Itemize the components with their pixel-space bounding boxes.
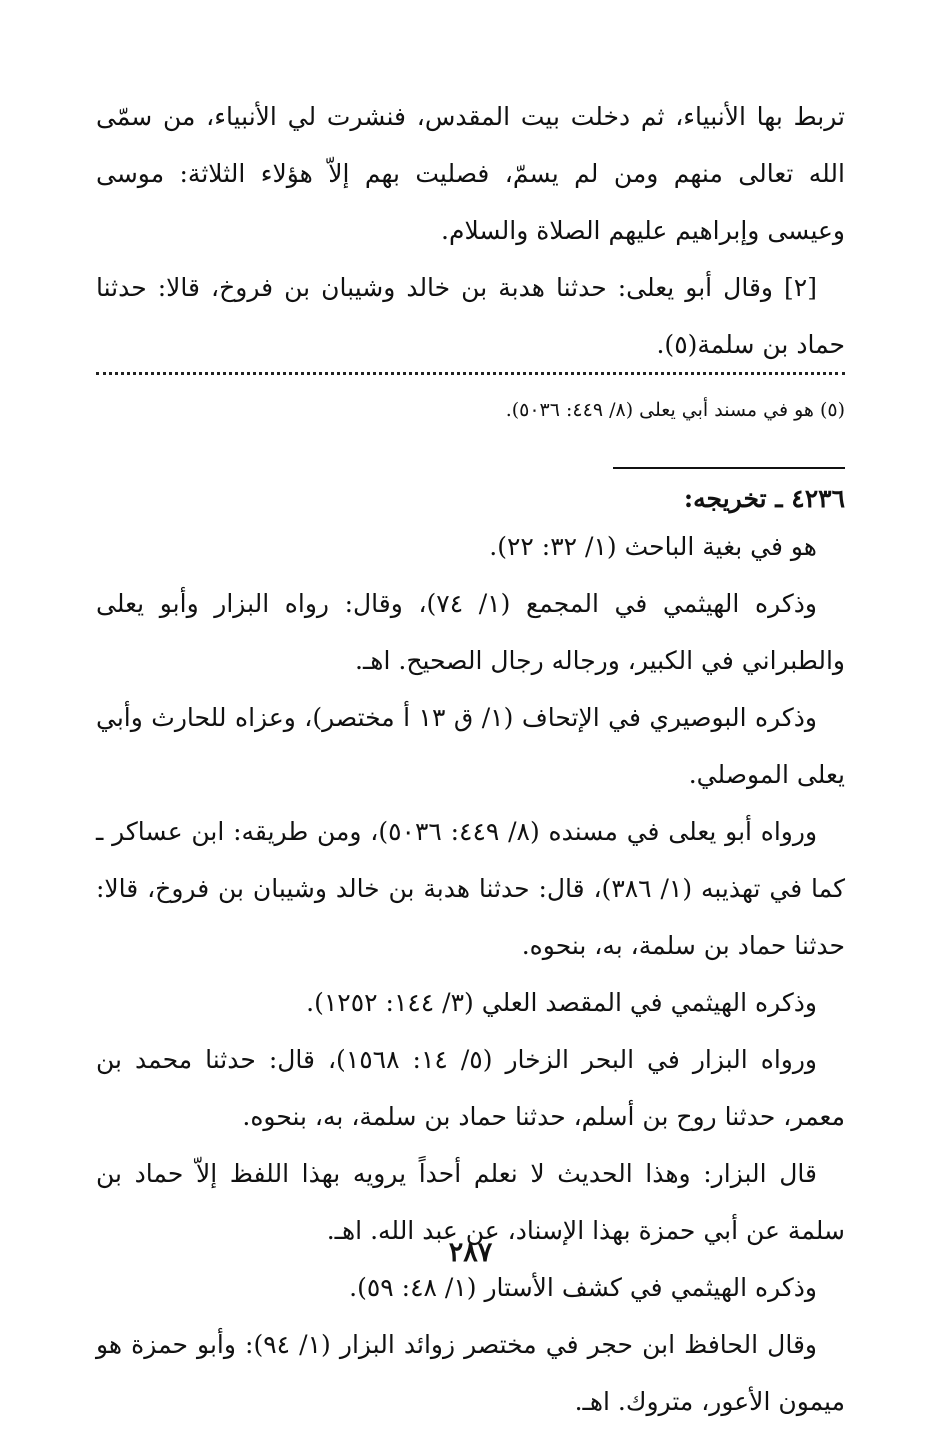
page-number: ٢٨٧ (448, 1237, 493, 1268)
paragraph-continuation: تربط بها الأنبياء، ثم دخلت بيت المقدس، فنشرت لي الأنبياء، من سمّى الله تعالى منهم ومن لم يسمّ، فصليت بهم إلاّ هؤلاء الثلاثة: موسى وعيسى وإبراهيم عليهم الصلاة والسلام. (96, 102, 845, 245)
footnote-5: (٥) هو في مسند أبي يعلى (٨/ ٤٤٩: ٥٠٣٦). (505, 399, 845, 421)
section-heading: ٤٢٣٦ ـ تخريجه: (683, 484, 845, 513)
takhrij-paragraph: هو في بغية الباحث (١/ ٣٢: ٢٢). (489, 532, 817, 561)
takhrij-paragraph: وذكره الهيثمي في المجمع (١/ ٧٤)، وقال: رواه البزار وأبو يعلى والطبراني في الكبير، ورجاله رجال الصحيح. اهـ. (96, 589, 845, 675)
takhrij-paragraph: وذكره الهيثمي في كشف الأستار (١/ ٤٨: ٥٩). (349, 1273, 817, 1302)
footnote-separator (96, 372, 845, 379)
takhrij-block (96, 518, 845, 1430)
takhrij-paragraph: وذكره البوصيري في الإتحاف (١/ ق ١٣ أ مختصر)، وعزاه للحارث وأبي يعلى الموصلي. (96, 703, 845, 789)
section-rule (613, 467, 845, 469)
takhrij-paragraph: قال البزار: وهذا الحديث لا نعلم أحداً يرويه بهذا اللفظ إلاّ حماد بن سلمة عن أبي حمزة بهذا الإسناد، عن عبد الله. اهـ. (96, 1159, 845, 1245)
takhrij-paragraph: ورواه أبو يعلى في مسنده (٨/ ٤٤٩: ٥٠٣٦)، ومن طريقه: ابن عساكر ـ كما في تهذيبه (١/ ٣٨٦)، قال: حدثنا هدبة بن خالد وشيبان بن فروخ، قالا: حدثنا حماد بن سلمة، به، بنحوه. (96, 817, 845, 960)
paragraph-hadith-2: [٢] وقال أبو يعلى: حدثنا هدبة بن خالد وشيبان بن فروخ، قالا: حدثنا حماد بن سلمة(٥). (96, 273, 845, 359)
takhrij-paragraph: ورواه البزار في البحر الزخار (٥/ ١٤: ١٥٦٨)، قال: حدثنا محمد بن معمر، حدثنا روح بن أسلم، حدثنا حماد بن سلمة، به، بنحوه. (96, 1045, 845, 1131)
takhrij-paragraph: وذكره الهيثمي في المقصد العلي (٣/ ١٤٤: ١٢٥٢). (306, 988, 817, 1017)
top-text-block (96, 88, 845, 373)
takhrij-paragraph: وقال الحافظ ابن حجر في مختصر زوائد البزار (١/ ٩٤): وأبو حمزة هو ميمون الأعور، متروك. اهـ. (96, 1330, 845, 1416)
